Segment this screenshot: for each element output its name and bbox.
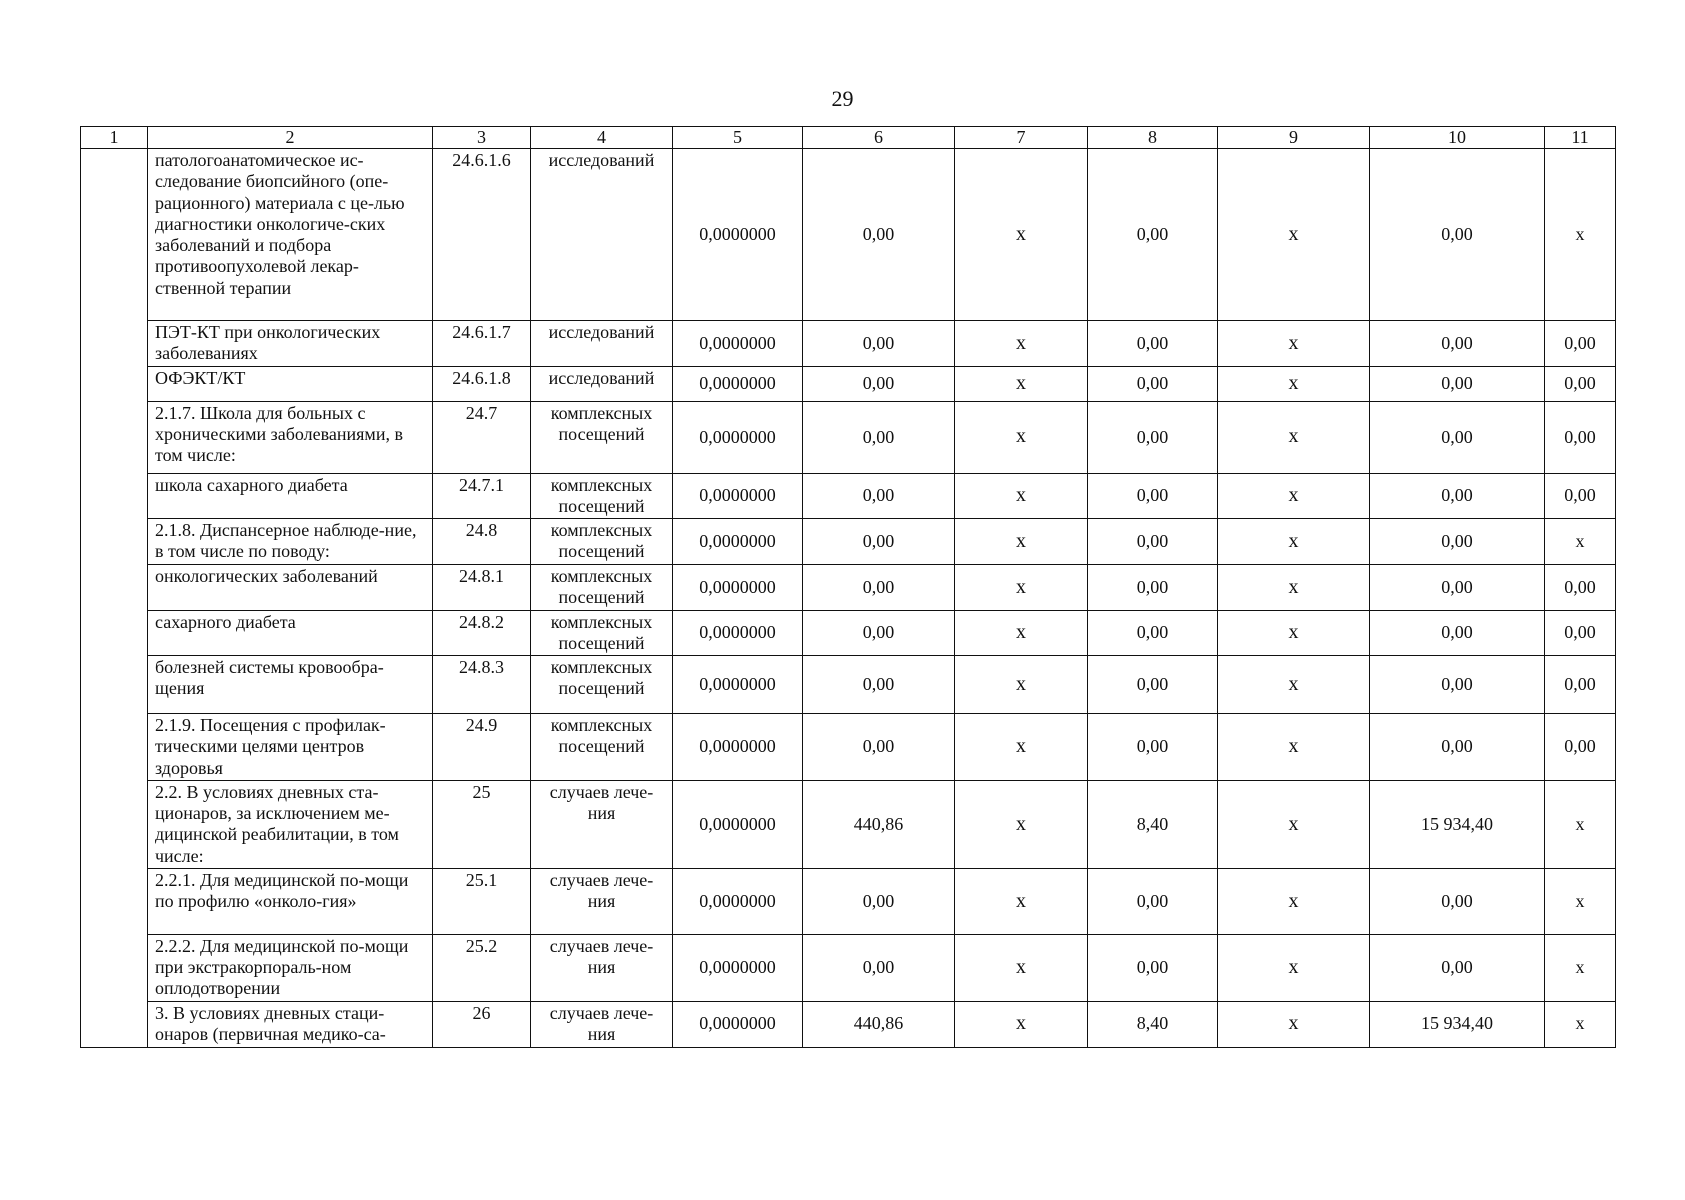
empty-cell [81, 780, 148, 868]
value-cell: 0,00 [1088, 868, 1218, 934]
value-cell: х [955, 366, 1088, 401]
value-cell: х [955, 656, 1088, 714]
value-cell: х [1218, 149, 1370, 321]
column-header: 10 [1370, 127, 1545, 149]
table-row [81, 1001, 1616, 1047]
value-cell: 0,00 [1545, 321, 1616, 366]
row-label: 3. В условиях дневных стаци-онаров (первичная медико-са- [148, 1001, 433, 1047]
value-cell: 0,00 [1545, 714, 1616, 781]
empty-cell [81, 1001, 148, 1047]
value-cell: 0,0000000 [673, 656, 803, 714]
row-label: 2.1.8. Диспансерное наблюде-ние, в том числе по поводу: [148, 519, 433, 565]
empty-cell [81, 656, 148, 714]
value-cell: 0,00 [1370, 149, 1545, 321]
table-row [81, 610, 1616, 655]
value-cell: 440,86 [803, 780, 955, 868]
unit-cell: исследований [531, 149, 673, 321]
value-cell: х [1218, 656, 1370, 714]
value-cell: 0,0000000 [673, 519, 803, 565]
row-label: ПЭТ-КТ при онкологических заболеваниях [148, 321, 433, 366]
unit-cell: комплексных посещений [531, 565, 673, 610]
header-row [81, 127, 1616, 149]
table-row [81, 868, 1616, 934]
value-cell: 8,40 [1088, 780, 1218, 868]
unit-cell: случаев лече-ния [531, 1001, 673, 1047]
value-cell: 440,86 [803, 1001, 955, 1047]
row-code: 26 [433, 1001, 531, 1047]
row-label: онкологических заболеваний [148, 565, 433, 610]
value-cell: 0,0000000 [673, 714, 803, 781]
value-cell: 0,00 [1088, 149, 1218, 321]
value-cell: 0,00 [803, 473, 955, 518]
empty-cell [81, 565, 148, 610]
empty-cell [81, 519, 148, 565]
value-cell: х [1218, 714, 1370, 781]
table-row [81, 780, 1616, 868]
value-cell: 0,0000000 [673, 1001, 803, 1047]
value-cell: 0,00 [1088, 473, 1218, 518]
value-cell: 8,40 [1088, 1001, 1218, 1047]
value-cell: 0,0000000 [673, 149, 803, 321]
value-cell: х [955, 934, 1088, 1001]
value-cell: 0,00 [803, 401, 955, 473]
empty-cell [81, 610, 148, 655]
row-label: 2.2.1. Для медицинской по-мощи по профилю «онколо-гия» [148, 868, 433, 934]
row-code: 24.6.1.8 [433, 366, 531, 401]
value-cell: 0,00 [1370, 565, 1545, 610]
row-label: 2.2. В условиях дневных ста-ционаров, за исключением ме-дицинской реабилитации, в том числе: [148, 780, 433, 868]
value-cell: 0,00 [1088, 934, 1218, 1001]
row-code: 24.7 [433, 401, 531, 473]
table-row [81, 656, 1616, 714]
column-header: 5 [673, 127, 803, 149]
value-cell: х [955, 473, 1088, 518]
value-cell: 0,00 [803, 868, 955, 934]
empty-cell [81, 401, 148, 473]
value-cell: 0,00 [1545, 401, 1616, 473]
row-label: 2.1.7. Школа для больных с хроническими заболеваниями, в том числе: [148, 401, 433, 473]
empty-cell [81, 714, 148, 781]
row-code: 24.8.1 [433, 565, 531, 610]
value-cell: х [1545, 1001, 1616, 1047]
value-cell: 0,0000000 [673, 565, 803, 610]
value-cell: 0,00 [1545, 565, 1616, 610]
empty-cell [81, 321, 148, 366]
value-cell: х [1218, 519, 1370, 565]
page-number: 29 [831, 86, 854, 111]
value-cell: х [1218, 934, 1370, 1001]
value-cell: 0,00 [803, 519, 955, 565]
row-label: ОФЭКТ/КТ [148, 366, 433, 401]
value-cell: 0,00 [1370, 656, 1545, 714]
value-cell: 0,00 [1088, 714, 1218, 781]
unit-cell: комплексных посещений [531, 401, 673, 473]
unit-cell: комплексных посещений [531, 714, 673, 781]
table-row [81, 565, 1616, 610]
value-cell: х [1545, 519, 1616, 565]
value-cell: х [1218, 565, 1370, 610]
value-cell: х [1218, 1001, 1370, 1047]
value-cell: 0,00 [1088, 610, 1218, 655]
row-code: 25 [433, 780, 531, 868]
row-code: 24.6.1.6 [433, 149, 531, 321]
value-cell: 0,00 [1370, 714, 1545, 781]
row-code: 24.8.2 [433, 610, 531, 655]
table-row [81, 149, 1616, 321]
value-cell: 0,00 [1370, 610, 1545, 655]
value-cell: 0,00 [1370, 868, 1545, 934]
column-header: 11 [1545, 127, 1616, 149]
value-cell: х [955, 321, 1088, 366]
empty-cell [81, 473, 148, 518]
empty-cell [81, 868, 148, 934]
value-cell: х [955, 868, 1088, 934]
empty-cell [81, 149, 148, 321]
row-code: 25.2 [433, 934, 531, 1001]
value-cell: х [955, 1001, 1088, 1047]
value-cell: х [1218, 473, 1370, 518]
value-cell: 0,00 [1370, 321, 1545, 366]
value-cell: 0,00 [1545, 610, 1616, 655]
value-cell: 0,00 [803, 656, 955, 714]
value-cell: х [1218, 610, 1370, 655]
row-label: болезней системы кровообра-щения [148, 656, 433, 714]
value-cell: 0,00 [1370, 401, 1545, 473]
value-cell: 0,00 [803, 610, 955, 655]
unit-cell: комплексных посещений [531, 519, 673, 565]
table-row [81, 519, 1616, 565]
value-cell: 0,0000000 [673, 868, 803, 934]
value-cell: 0,0000000 [673, 401, 803, 473]
column-header: 1 [81, 127, 148, 149]
value-cell: 0,00 [1088, 656, 1218, 714]
value-cell: 0,00 [1545, 366, 1616, 401]
value-cell: 0,00 [1545, 473, 1616, 518]
value-cell: 0,00 [803, 149, 955, 321]
unit-cell: случаев лече-ния [531, 868, 673, 934]
value-cell: 0,00 [1370, 519, 1545, 565]
row-label: сахарного диабета [148, 610, 433, 655]
column-header: 7 [955, 127, 1088, 149]
value-cell: 0,00 [1088, 565, 1218, 610]
value-cell: 15 934,40 [1370, 1001, 1545, 1047]
value-cell: 0,0000000 [673, 780, 803, 868]
value-cell: 0,00 [1088, 366, 1218, 401]
value-cell: х [955, 610, 1088, 655]
unit-cell: исследований [531, 366, 673, 401]
row-label: патологоанатомическое ис-следование биопсийного (опе-рационного) материала с це-лью диагностики онкологиче-ских заболеваний и подбора противоопухолевой лекар-ственной терапии [148, 149, 433, 321]
empty-cell [81, 366, 148, 401]
value-cell: х [1545, 780, 1616, 868]
column-header: 8 [1088, 127, 1218, 149]
value-cell: х [955, 149, 1088, 321]
row-code: 24.7.1 [433, 473, 531, 518]
value-cell: х [955, 714, 1088, 781]
value-cell: 0,00 [803, 565, 955, 610]
value-cell: 0,0000000 [673, 321, 803, 366]
value-cell: х [1218, 321, 1370, 366]
value-cell: х [1545, 934, 1616, 1001]
row-label: 2.2.2. Для медицинской по-мощи при экстракорпораль-ном оплодотворении [148, 934, 433, 1001]
value-cell: 0,00 [803, 366, 955, 401]
value-cell: х [955, 519, 1088, 565]
value-cell: 0,0000000 [673, 610, 803, 655]
value-cell: 0,00 [1088, 321, 1218, 366]
table-row [81, 473, 1616, 518]
value-cell: х [1218, 401, 1370, 473]
table-row [81, 321, 1616, 366]
unit-cell: комплексных посещений [531, 473, 673, 518]
row-code: 25.1 [433, 868, 531, 934]
empty-cell [81, 934, 148, 1001]
value-cell: 0,00 [1545, 656, 1616, 714]
value-cell: х [1545, 868, 1616, 934]
unit-cell: случаев лече-ния [531, 934, 673, 1001]
row-code: 24.8.3 [433, 656, 531, 714]
unit-cell: комплексных посещений [531, 610, 673, 655]
value-cell: 0,0000000 [673, 473, 803, 518]
table-row [81, 401, 1616, 473]
value-cell: 0,00 [1370, 366, 1545, 401]
value-cell: х [1545, 149, 1616, 321]
value-cell: х [955, 780, 1088, 868]
value-cell: 0,00 [1088, 401, 1218, 473]
value-cell: х [955, 565, 1088, 610]
unit-cell: исследований [531, 321, 673, 366]
unit-cell: случаев лече-ния [531, 780, 673, 868]
unit-cell: комплексных посещений [531, 656, 673, 714]
value-cell: 0,00 [803, 321, 955, 366]
column-header: 9 [1218, 127, 1370, 149]
row-code: 24.6.1.7 [433, 321, 531, 366]
value-cell: 0,00 [1370, 473, 1545, 518]
column-header: 4 [531, 127, 673, 149]
column-header: 6 [803, 127, 955, 149]
table-row [81, 934, 1616, 1001]
column-header: 3 [433, 127, 531, 149]
value-cell: х [1218, 780, 1370, 868]
value-cell: 0,0000000 [673, 366, 803, 401]
value-cell: 0,00 [1370, 934, 1545, 1001]
value-cell: 0,00 [803, 714, 955, 781]
value-cell: х [955, 401, 1088, 473]
value-cell: х [1218, 868, 1370, 934]
value-cell: х [1218, 366, 1370, 401]
row-code: 24.9 [433, 714, 531, 781]
row-code: 24.8 [433, 519, 531, 565]
row-label: 2.1.9. Посещения с профилак-тическими целями центров здоровья [148, 714, 433, 781]
value-cell: 15 934,40 [1370, 780, 1545, 868]
data-table [80, 126, 1616, 1048]
value-cell: 0,0000000 [673, 934, 803, 1001]
value-cell: 0,00 [803, 934, 955, 1001]
value-cell: 0,00 [1088, 519, 1218, 565]
table-row [81, 366, 1616, 401]
row-label: школа сахарного диабета [148, 473, 433, 518]
column-header: 2 [148, 127, 433, 149]
table-row [81, 714, 1616, 781]
